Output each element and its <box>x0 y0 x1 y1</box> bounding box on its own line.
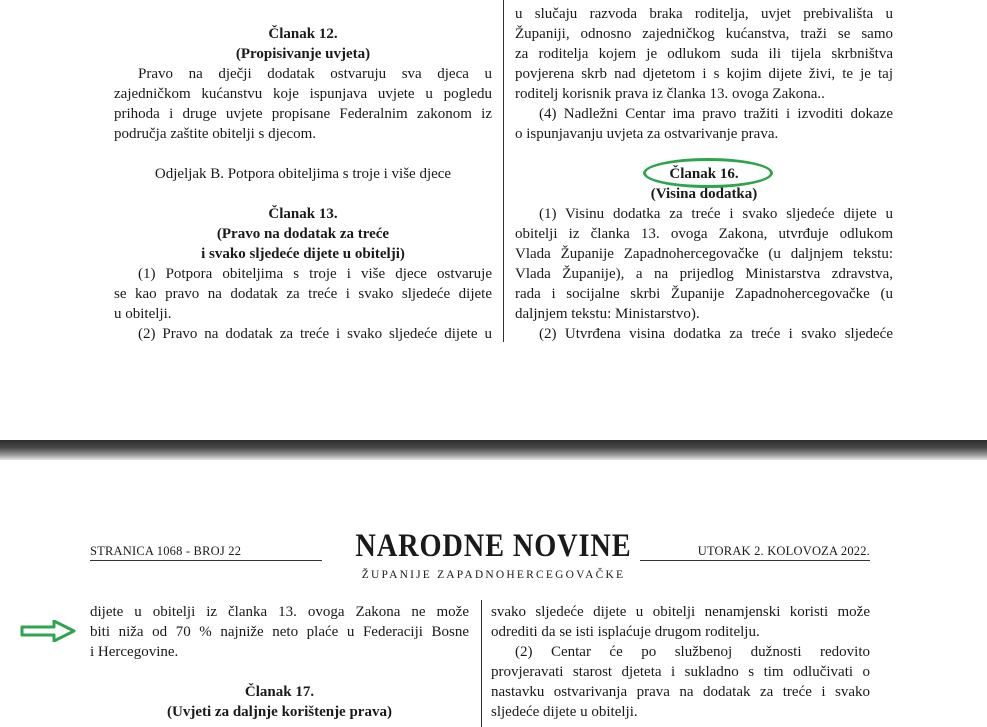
paragraph-2-line: nastavku ostvarivanja prava na dodatak za treće i svako <box>491 684 870 700</box>
continuation-line: biti niža od 70 % najniže neto plaće u Federaciji Bosne <box>90 624 469 640</box>
continuation-line: za roditelja kojem je odlukom suda ili tijela skrbništva <box>515 46 893 62</box>
article-16-line: obitelji iz članka 13. ovoga Zakona, utvrđuje odlukom <box>515 226 893 242</box>
article-13-line: (1) Potpora obiteljima s troje i više djece ostvaruje <box>138 266 492 282</box>
masthead-subtitle: ŽUPANIJE ZAPADNOHERCEGOVAČKE <box>361 569 626 581</box>
article-13-title: Članak 13. <box>268 206 338 222</box>
continuation-line: u slučaju razvoda braka roditelja, uvjet prebivališta u <box>515 6 893 22</box>
continuation-line: povjerena skrb nad djetetom i s kojim dijete živi, te je taj <box>515 66 893 82</box>
header-rule <box>640 560 870 561</box>
article-12-line: Pravo na dječji dodatak ostvaruju sva djeca u <box>138 66 492 82</box>
article-16-subtitle: (Visina dodatka) <box>650 186 758 202</box>
column-divider <box>481 600 482 727</box>
highlight-arrow-icon <box>20 620 76 642</box>
paragraph-2-line: (2) Centar će po službenoj dužnosti redovito <box>515 644 870 660</box>
article-12-title: Članak 12. <box>268 26 338 42</box>
paragraph-4-line: (4) Nadležni Centar ima pravo tražiti i izvoditi dokaze <box>539 106 893 122</box>
continuation-line: svako sljedeće dijete u obitelji nenamjenski koristi može <box>491 604 870 620</box>
article-17-title: Članak 17. <box>244 684 315 700</box>
paragraph-2-line: sljedeće dijete u obitelji. <box>491 704 638 720</box>
paragraph-2-line: provjeravati starost djeteta i sukladno s tim odlučivati o <box>491 664 870 680</box>
article-16-line: rada i socijalne skrbi Županije Zapadnohercegovačke (u <box>515 286 893 302</box>
highlight-ellipse <box>643 158 773 188</box>
article-12-line: prihoda i druge uvjete propisane Federalnim zakonom iz <box>114 106 492 122</box>
page-separator <box>0 440 987 460</box>
bottom-left-column <box>90 602 469 722</box>
article-16-line: (1) Visinu dodatka za treće i svako sljedeće dijete u <box>539 206 893 222</box>
continuation-line: dijete u obitelji iz članka 13. ovoga Zakona ne može <box>90 604 469 620</box>
article-16-line: daljnjem tekstu: Ministarstvo). <box>515 306 700 322</box>
article-16-line: Vlada Županije Zapadnohercegovačke (u daljnjem tekstu: <box>515 246 893 262</box>
continuation-line: Županiji, odnosno zajedničkog kućanstva, traži se samo <box>515 26 893 42</box>
article-16-title: Članak 16. <box>669 166 739 182</box>
bottom-right-column <box>491 602 870 722</box>
top-left-column <box>114 24 492 344</box>
article-12-subtitle: (Propisivanje uvjeta) <box>235 46 371 62</box>
article-13-subtitle: (Pravo na dodatak za treće <box>216 226 390 242</box>
section-b-heading: Odjeljak B. Potpora obiteljima s troje i više djece <box>154 166 452 182</box>
article-13-subtitle: i svako sljedeće dijete u obitelji) <box>201 246 405 262</box>
header-date: UTORAK 2. KOLOVOZA 2022. <box>697 544 870 558</box>
header-page-number: STRANICA 1068 - BROJ 22 <box>90 544 242 558</box>
article-12-line: područja zaštite obitelji s djecom. <box>114 126 317 142</box>
article-13-line: se kao pravo na dodatak za treće i svako sljedeće dijete <box>114 286 492 302</box>
paragraph-4-line: o ispunjavanju uvjeta za ostvarivanje prava. <box>515 126 779 142</box>
article-13-line: u obitelji. <box>114 306 172 322</box>
article-13-line: (2) Pravo na dodatak za treće i svako sljedeće dijete u <box>138 326 492 342</box>
article-12-line: zajedničkom kućanstvu koje ispunjava uvjete u pogledu <box>114 86 492 102</box>
continuation-line: odrediti da se isti isplaćuje drugom roditelju. <box>491 624 760 640</box>
continuation-line: roditelj korisnik prava iz članka 13. ovoga Zakona.. <box>515 86 825 102</box>
masthead-title: NARODNE NOVINE <box>355 528 632 564</box>
article-17-subtitle: (Uvjeti za daljnje korištenje prava) <box>167 704 392 720</box>
column-divider <box>503 0 504 342</box>
article-16-line: (2) Utvrđena visina dodatka za treće i svako sljedeće <box>539 326 893 342</box>
article-16-line: Vlada Županije), a na prijedlog Ministarstva zdravstva, <box>515 266 893 282</box>
continuation-line: i Hercegovine. <box>90 644 179 660</box>
